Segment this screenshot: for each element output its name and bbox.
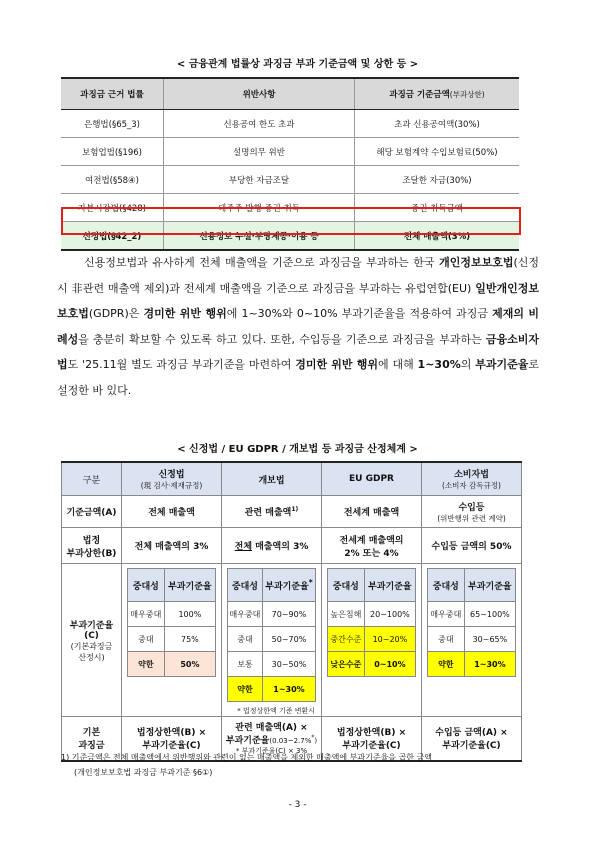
formula-text: 법정상한액(B) × — [136, 728, 207, 739]
mini-header: 부과기준율 — [364, 569, 415, 602]
violation-cell: 대주주 발행 증권 취득 — [164, 194, 355, 222]
bold-run: 제재의 비례성 — [57, 307, 539, 346]
text-run: (GDPR)은 — [88, 307, 144, 320]
severity-cell: 매우중대 — [427, 602, 464, 627]
page-number: - 3 - — [288, 800, 307, 810]
rate-mini-table — [327, 568, 416, 677]
rate-value: 100% — [164, 602, 215, 627]
header-label: 소비자법 — [454, 470, 489, 480]
rate-value: 30~50% — [262, 652, 315, 677]
formula-text: 부과기준율(C) — [142, 741, 201, 752]
highlight-box — [61, 207, 521, 235]
table-row — [62, 496, 522, 528]
severity-cell: 중대 — [427, 627, 464, 652]
text-run: 도 '25.11월 별도 과징금 부과기준을 마련하여 — [67, 358, 296, 371]
base-subtext: (위반행위 관련 계약) — [437, 513, 506, 523]
rate-value: 20~100% — [364, 602, 415, 627]
rate-value: 1~30% — [464, 652, 515, 677]
bold-run: 금융소비자법 — [57, 332, 539, 371]
severity-cell: 낮은수준 — [327, 652, 364, 677]
formula-note: * 부과기준율(C) × 3% — [235, 747, 308, 756]
rate-note: * 법정상한액 기준 변환시 — [237, 707, 315, 715]
paragraph-text — [57, 250, 539, 403]
severity-cell: 매우중대 — [127, 602, 164, 627]
rate-value: 50% — [164, 652, 215, 677]
col-header-violation: 위반사항 — [164, 78, 355, 110]
body-paragraph — [57, 250, 539, 403]
basic-cell — [422, 717, 522, 761]
text-run: 로 설정한 바 있다. — [57, 358, 540, 397]
row-header-text: (기본과징금 — [70, 641, 113, 651]
cap-text: 2% 또는 4% — [344, 548, 399, 559]
bold-run: 개인정보보호법 — [439, 256, 514, 269]
base-cell — [222, 496, 322, 528]
col-header-category: 구분 — [62, 462, 122, 496]
base-cell: 증권 취득금액 — [355, 194, 520, 222]
base-cell: 해당 보험계약 수입보험료(50%) — [355, 138, 520, 166]
text-run: (신정시 非관련 매출액 제외)과 전세계 매출액을 기준으로 과징금을 부과하는 유럽연합(EU) — [57, 256, 539, 295]
base-text: 수입등 — [458, 502, 485, 513]
row-header-text: 법정 — [82, 535, 101, 546]
formula-text: 관련 매출액(A) × — [235, 723, 308, 734]
law-cell: 보험업법(§196) — [61, 138, 164, 166]
rate-mini-table — [227, 568, 316, 702]
col-header-credit-info-act — [122, 462, 222, 496]
cap-cell — [322, 528, 422, 564]
row-header-text: 기본 — [82, 728, 101, 739]
col-header-pipa: 개보법 — [222, 462, 322, 496]
rate-value: 50~70% — [262, 627, 315, 652]
formula-range: (0.03~2.7% — [269, 737, 312, 746]
bold-run: 일반개인정보보호법 — [57, 281, 539, 320]
rate-cell — [422, 564, 522, 717]
row-header-rate — [62, 564, 122, 717]
severity-cell: 중대 — [127, 627, 164, 652]
severity-cell: 높은침해 — [327, 602, 364, 627]
base-cell: 전체 매출액 — [122, 496, 222, 528]
violation-cell: 신용정보 누설·부당제공·이용 등 — [164, 222, 355, 251]
row-header-text: 부과상한(B) — [66, 548, 117, 559]
text-run: 의 — [460, 358, 476, 371]
mini-header: 중대성 — [327, 569, 364, 602]
rate-value: 10~20% — [364, 627, 415, 652]
rate-mini-table — [127, 568, 216, 677]
formula-text: 부과기준율 — [225, 736, 270, 747]
col-header-consumer-act — [422, 462, 522, 496]
text-run: 신용정보법과 유사하게 전체 매출액을 기준으로 과징금을 부과하는 한국 — [84, 256, 440, 269]
formula-text: 부과기준율(C) — [342, 741, 401, 752]
violation-cell: 신용공여 한도 초과 — [164, 110, 355, 138]
text-run: 에 대해 — [377, 358, 418, 371]
rate-value: 0~10% — [364, 652, 415, 677]
cap-cell: 전체 매출액의 3% — [122, 528, 222, 564]
mini-header: 중대성 — [427, 569, 464, 602]
text-run: 을 충분히 확보할 수 있도록 하고 있다. 또한, 수입등을 기준으로 과징금을 부과하는 — [78, 332, 486, 346]
col-header-gdpr: EU GDPR — [322, 462, 422, 496]
mini-header-text: 부과기준율 — [265, 582, 309, 592]
cap-text: 전세계 매출액의 — [339, 535, 404, 546]
rate-value: 75% — [164, 627, 215, 652]
row-header-text: 부과기준율 — [69, 620, 114, 631]
row-header-base: 기준금액(A) — [62, 496, 122, 528]
base-cell: 초과 신용공여액(30%) — [355, 110, 520, 138]
table-row — [61, 166, 519, 194]
table-header-row — [61, 78, 519, 110]
mini-header: 중대성 — [227, 569, 262, 602]
rate-cell — [322, 564, 422, 717]
severity-cell: 약한 — [127, 652, 164, 677]
penalty-system-table — [61, 461, 522, 762]
row-header-text: 과징금 — [78, 741, 105, 752]
law-cell: 은행법(§65_3) — [61, 110, 164, 138]
bold-run: 경미한 위반 행위 — [143, 307, 227, 320]
table2-caption: < 신정법 / EU GDPR / 개보법 등 과징금 산정체계 > — [177, 444, 418, 455]
table-header-row — [62, 462, 522, 496]
row-header-cap — [62, 528, 122, 564]
bold-run: 1~30% — [417, 358, 461, 371]
footnote-ref: * — [308, 578, 313, 587]
base-cell — [422, 496, 522, 528]
bold-run: 경미한 위반 행위 — [295, 358, 378, 371]
header-label: 신정법 — [158, 470, 185, 480]
col-header-law: 과징금 근거 법률 — [61, 78, 164, 110]
formula-range: ) — [314, 737, 318, 746]
row-header-text: (C) — [84, 630, 99, 641]
cap-cell: 수입등 금액의 50% — [422, 528, 522, 564]
header-sub: (現 검사·제재규정) — [140, 481, 203, 490]
formula-text: 법정상한액(B) × — [336, 728, 407, 739]
col-header-cap-note: (부과상한) — [449, 90, 485, 99]
footnote-ref: 1) — [291, 506, 299, 513]
mini-header — [262, 569, 315, 602]
rate-cell — [122, 564, 222, 717]
table1-caption: < 금융관계 법률상 과징금 부과 기준금액 및 상한 등 > — [176, 59, 419, 70]
table-row — [62, 528, 522, 564]
header-sub: (소비자 감독규정) — [442, 481, 501, 490]
rate-value: 65~100% — [464, 602, 515, 627]
table-row — [61, 138, 519, 166]
rate-mini-table — [427, 568, 516, 677]
rate-value: 1~30% — [262, 677, 315, 702]
severity-cell: 보통 — [227, 652, 262, 677]
mini-header: 중대성 — [127, 569, 164, 602]
severity-cell: 중간수준 — [327, 627, 364, 652]
row-header-text: 산정시) — [78, 652, 105, 662]
formula-text: 부과기준율(C) — [442, 741, 501, 752]
footnote-ref: * — [311, 734, 315, 742]
law-cell: 신정법(§42_2) — [61, 222, 164, 251]
bold-run: 부과기준율 — [475, 358, 529, 371]
severity-cell: 중대 — [227, 627, 262, 652]
table-row — [62, 564, 522, 717]
rate-cell — [222, 564, 322, 717]
text-run: 에 1~30%와 0~10% 부과기준율을 적용하여 과징금 — [226, 307, 493, 320]
severity-cell: 약한 — [427, 652, 464, 677]
cap-text: 매출액의 3% — [252, 542, 309, 552]
mini-header: 부과기준율 — [464, 569, 515, 602]
col-header-base — [355, 78, 520, 110]
base-cell: 전세계 매출액 — [322, 496, 422, 528]
violation-cell: 부당한 자금조달 — [164, 166, 355, 194]
rate-value: 70~90% — [262, 602, 315, 627]
table-row — [61, 110, 519, 138]
footnote-text: 1) 기준금액은 전체 매출액에서 위반행위와 관련이 없는 매출액을 제외한 매출액에 부과기준율을 곱한 금액 — [61, 753, 433, 762]
severity-cell: 약한 — [227, 677, 262, 702]
base-cell: 조달한 자금(30%) — [355, 166, 520, 194]
mini-header: 부과기준율 — [164, 569, 215, 602]
cap-cell — [222, 528, 322, 564]
base-cell: 전체 매출액(3%) — [355, 222, 520, 251]
violation-cell: 설명의무 위반 — [164, 138, 355, 166]
formula-text: 수입등 금액(A) × — [435, 728, 508, 739]
base-text: 관련 매출액 — [244, 508, 292, 518]
footnote-source: (개인정보보호법 과징금 부과기준 §6①) — [74, 768, 213, 777]
law-cell: 자본시장법(§428) — [61, 194, 164, 222]
law-cell: 여전법(§58④) — [61, 166, 164, 194]
rate-value: 30~65% — [464, 627, 515, 652]
col-header-base-label: 과징금 기준금액 — [389, 90, 450, 100]
severity-cell: 매우중대 — [227, 602, 262, 627]
cap-text: 전체 — [234, 542, 253, 552]
